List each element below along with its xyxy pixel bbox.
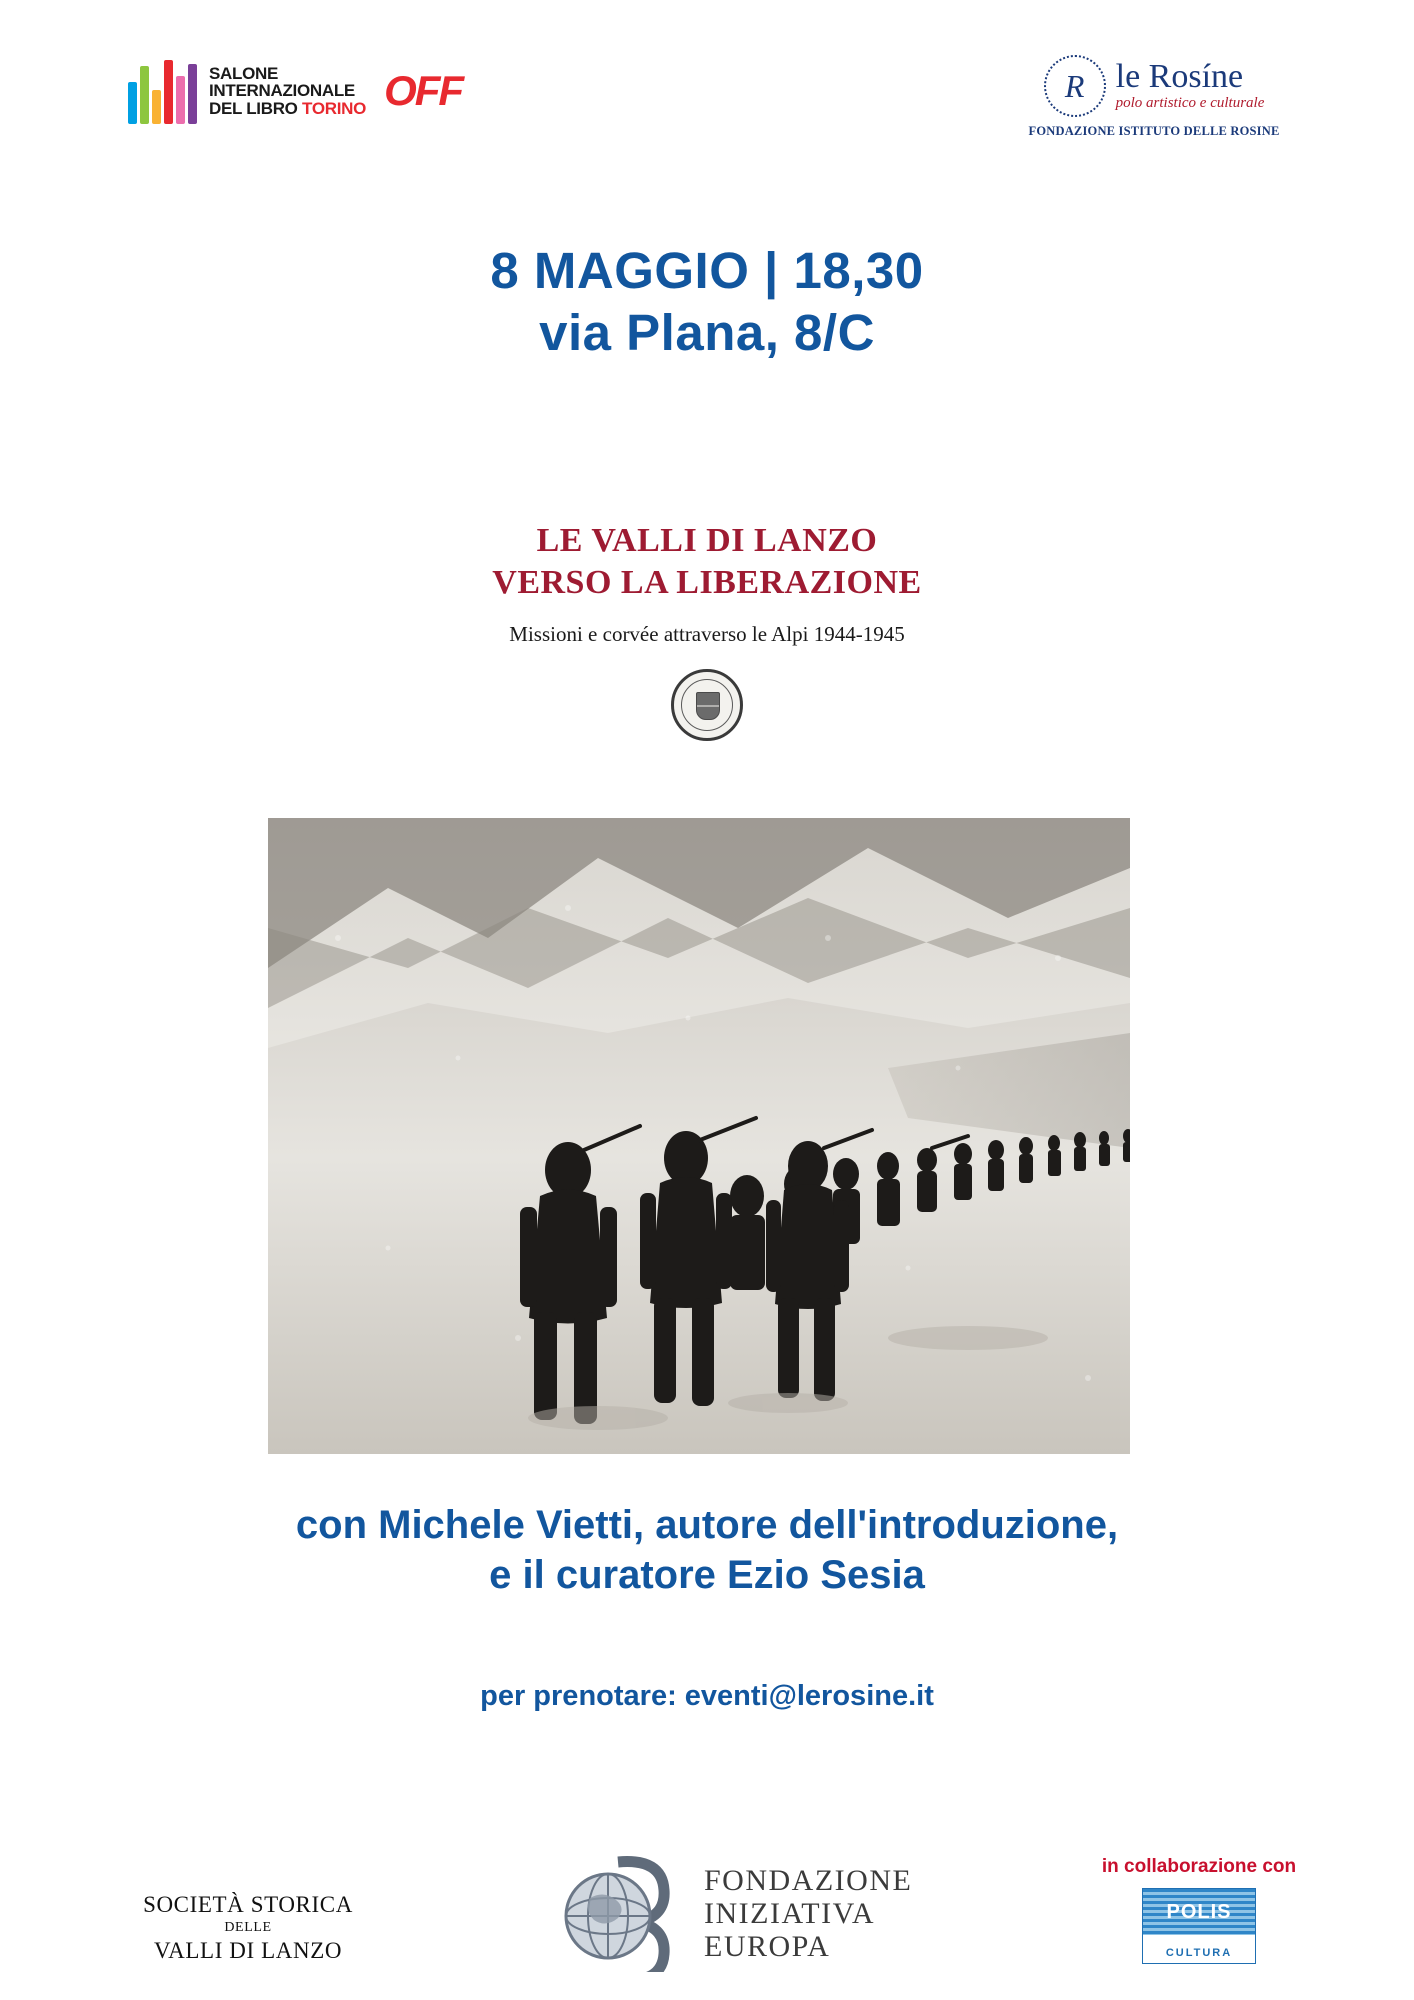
collaboration-label: in collaborazione con [1101,1856,1297,1877]
fie-line-1: FONDAZIONE [704,1863,913,1897]
book-title-line-2: VERSO LA LIBERAZIONE [492,564,922,601]
heraldic-seal-icon [671,669,743,741]
event-address: via Plana, 8/C [539,304,875,361]
book-subtitle: Missioni e corvée attraverso le Alpi 1944-1945 [509,622,905,646]
rosine-foundation-line: FONDAZIONE ISTITUTO DELLE ROSINE [1028,124,1280,138]
fondazione-iniziativa-europa-logo [560,1854,912,1972]
rosine-name: le Rosíne [1115,58,1244,95]
salone-city: TORINO [302,98,367,118]
book-cover-block [0,520,1414,741]
rosine-tagline: polo artistico e culturale [1115,95,1265,111]
le-rosine-logo [1024,55,1284,139]
societa-line-2: DELLE [224,1920,272,1935]
globe-icon [560,1854,690,1972]
polis-sub: CULTURA [1165,1947,1233,1959]
fie-line-2: INIZIATIVA [704,1896,876,1930]
fie-line-3: EUROPA [704,1929,831,1963]
societa-storica-logo [118,1892,378,1964]
salone-line-2: INTERNAZIONALE [209,81,355,101]
book-title [0,520,1414,604]
fie-wordmark [704,1864,912,1963]
event-date: 8 MAGGIO | 18,30 [490,242,924,299]
salone-off-label: OFF [384,67,463,114]
speakers-line-2: e il curatore Ezio Sesia [489,1553,925,1597]
photo-illustration [268,818,1130,1454]
event-date-block [0,240,1414,364]
salone-bars-icon [128,58,197,124]
polis-cultura-logo [1142,1888,1256,1964]
salone-del-libro-logo [128,58,462,124]
poster-footer [0,1770,1414,2000]
societa-line-3: VALLI DI LANZO [153,1938,343,1963]
speakers-line-1: con Michele Vietti, autore dell'introduzione, [295,1503,1119,1547]
collaboration-block [1074,1856,1324,1964]
historical-photo [268,818,1130,1454]
speakers-block [0,1500,1414,1600]
societa-line-1: SOCIETÀ STORICA [143,1892,353,1917]
book-title-line-1: LE VALLI DI LANZO [536,522,878,559]
polis-name: POLIS [1166,1901,1232,1923]
rosine-monogram-icon: R [1044,55,1106,117]
salone-line-3: DEL LIBRO [209,98,298,118]
booking-info: per prenotare: eventi@lerosine.it [480,1680,934,1712]
salone-line-1: SALONE [209,63,279,83]
poster-header [0,0,1414,180]
salone-wordmark [209,65,366,118]
